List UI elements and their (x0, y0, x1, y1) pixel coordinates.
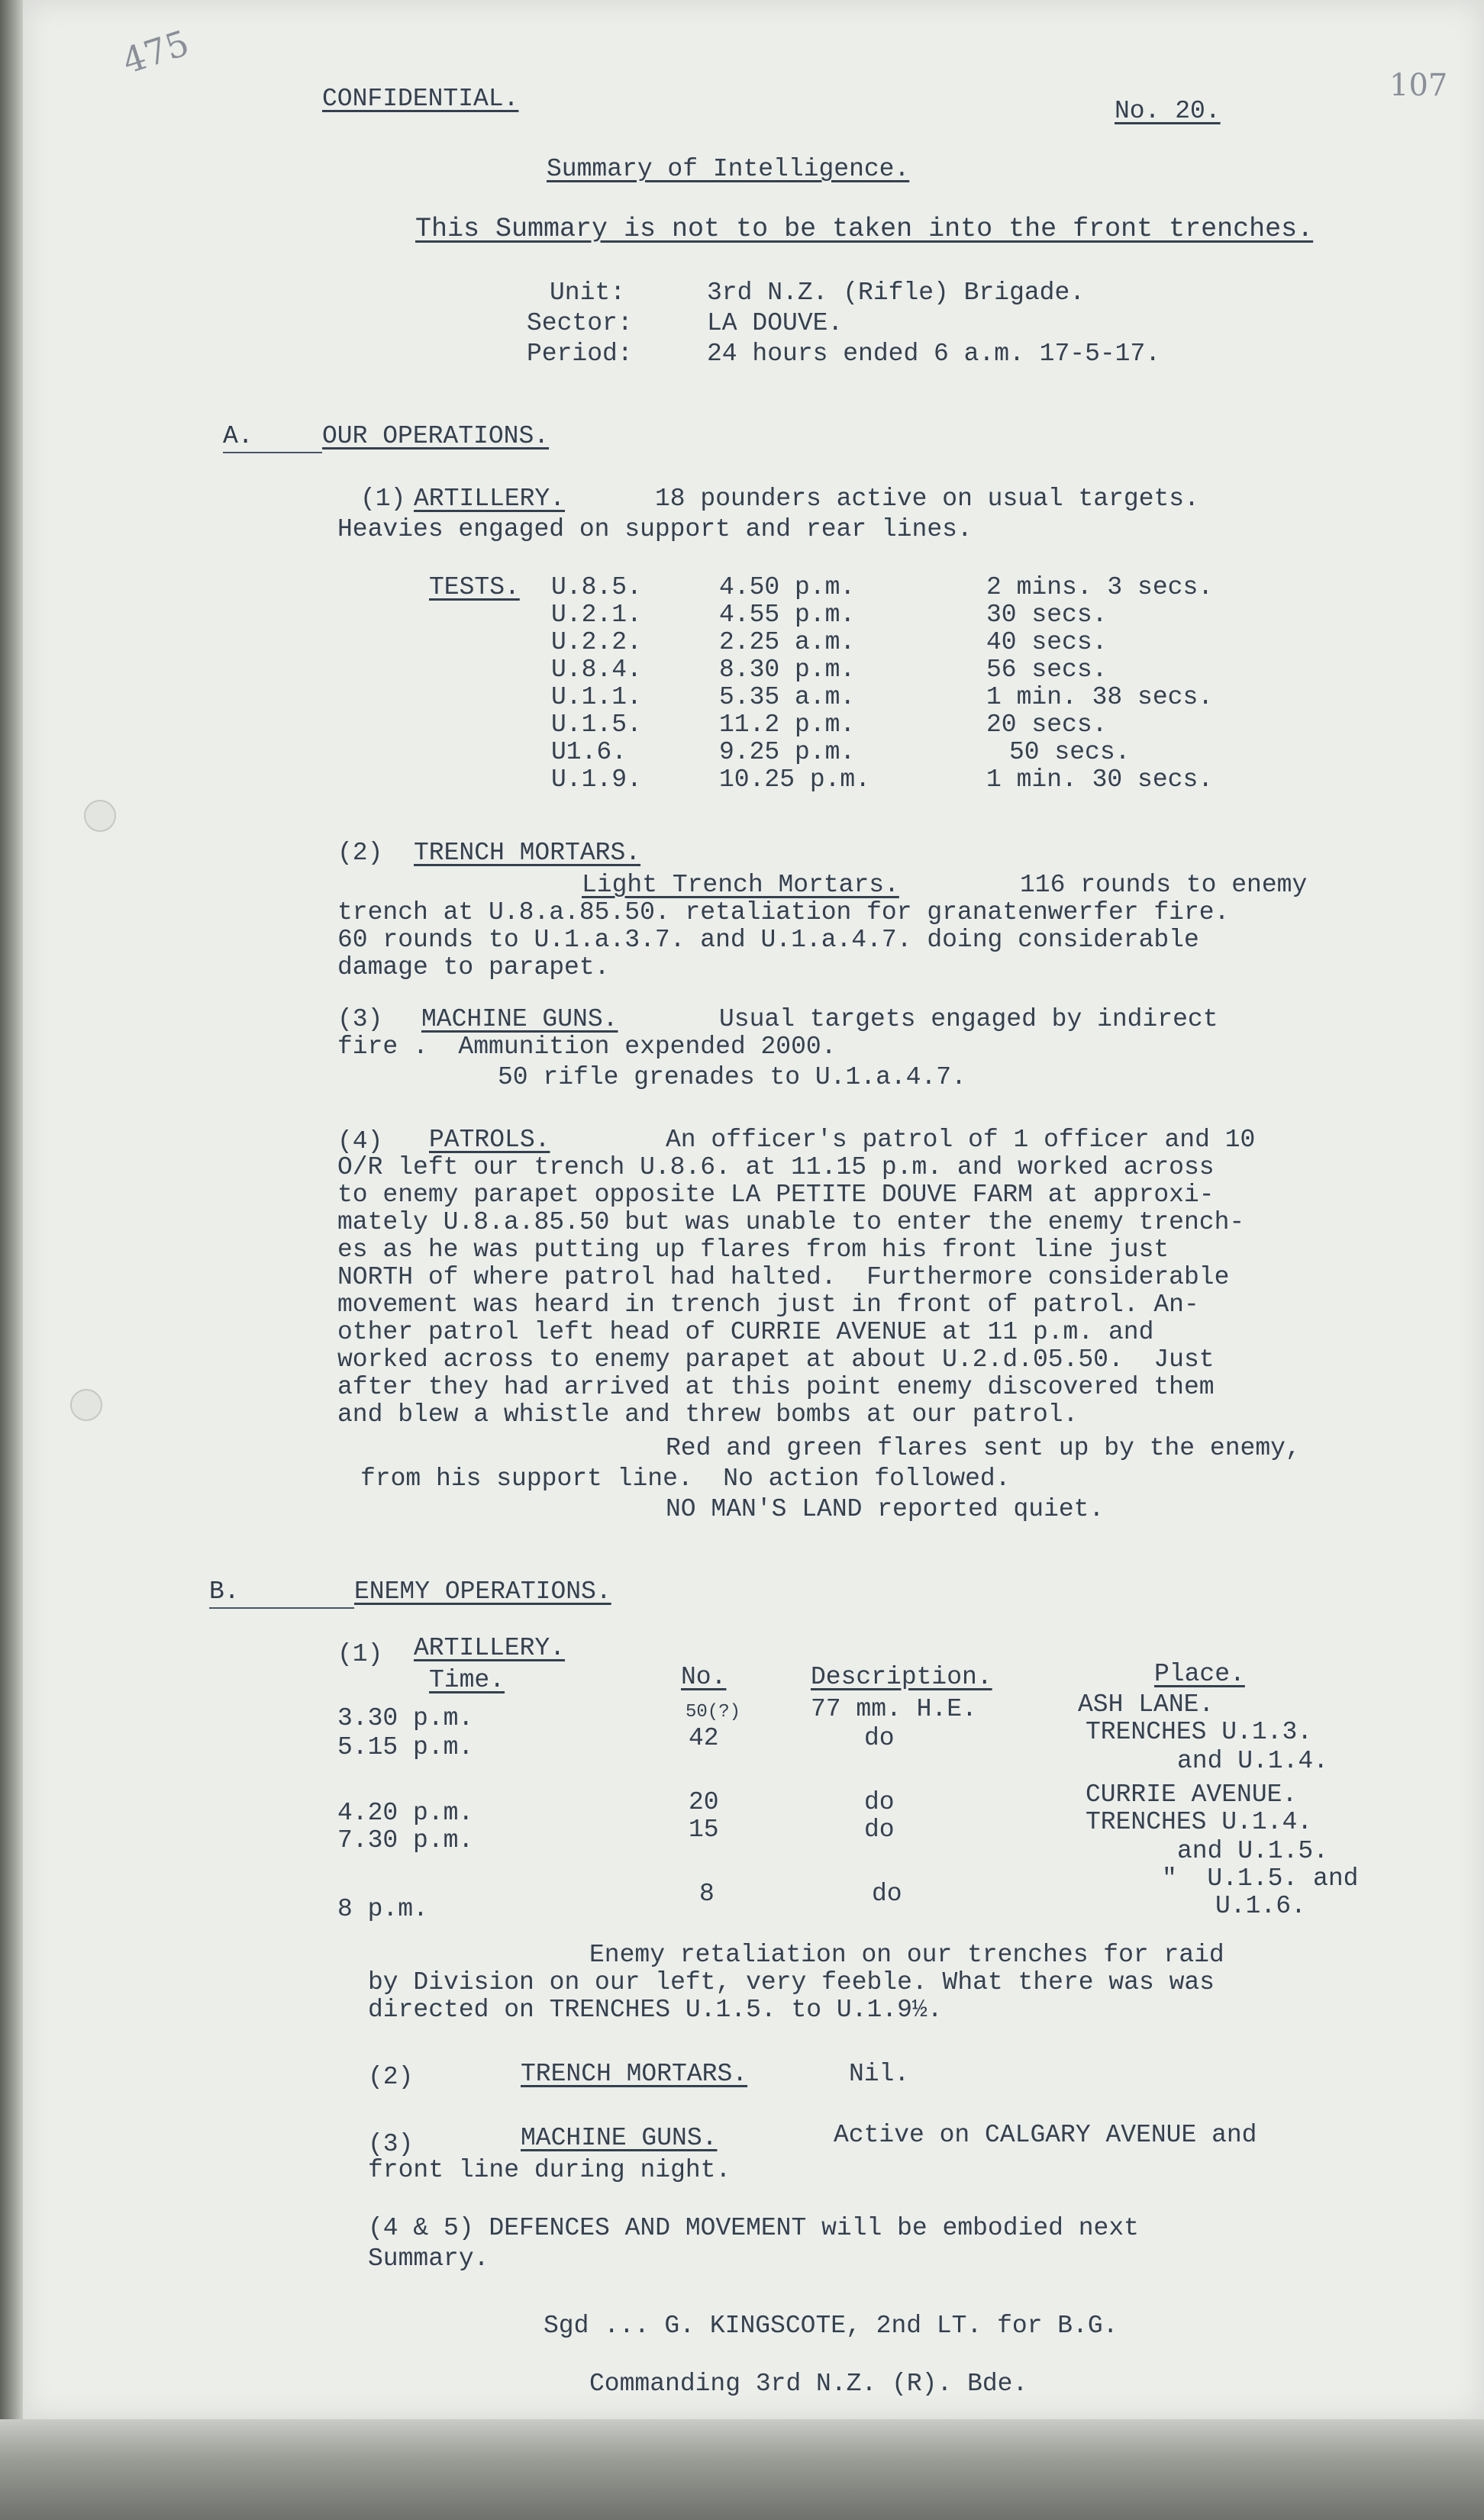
a-artillery-num: (1) (360, 485, 406, 513)
b-note-line3: directed on TRENCHES U.1.5. to U.1.9½. (368, 1996, 943, 2024)
b-row-no: 42 (689, 1724, 719, 1752)
b-artillery-num: (1) (337, 1640, 383, 1668)
a-trench-mortars-num: (2) (337, 839, 383, 867)
page-title: Summary of Intelligence. (547, 155, 910, 183)
a-patrols-heading: PATROLS. (429, 1126, 550, 1154)
b-defences-line1: (4 & 5) DEFENCES AND MOVEMENT will be embodied next (368, 2214, 1139, 2242)
a-patrols-flares: Red and green flares sent up by the enemy, (666, 1434, 1301, 1462)
b-col-desc: Description. (811, 1663, 992, 1691)
period-value: 24 hours ended 6 a.m. 17-5-17. (707, 340, 1161, 368)
b-tm-value: Nil. (849, 2060, 910, 2088)
tests-duration: 40 secs. (986, 628, 1108, 656)
a-artillery-heading: ARTILLERY. (414, 485, 566, 513)
b-artillery-heading: ARTILLERY. (414, 1634, 566, 1662)
b-row-place2: and U.1.5. (1177, 1837, 1329, 1865)
b-row-place: " U.1.5. and (1162, 1864, 1359, 1893)
a-ltm-line2: trench at U.8.a.85.50. retaliation for granatenwerfer fire. (337, 898, 1230, 926)
tests-ref: U1.6. (551, 738, 627, 766)
tests-ref: U.8.5. (551, 573, 642, 601)
b-row-time: 5.15 p.m. (337, 1733, 474, 1761)
b-col-no: No. (681, 1663, 727, 1691)
b-mg-heading: MACHINE GUNS. (521, 2124, 718, 2152)
a-mg-line2: fire . Ammunition expended 2000. (337, 1033, 837, 1061)
tests-duration: 30 secs. (986, 601, 1108, 629)
tests-time: 10.25 p.m. (719, 765, 871, 794)
a-mg-num: (3) (337, 1005, 383, 1033)
a-artillery-line1: 18 pounders active on usual targets. (655, 485, 1199, 513)
tests-ref: U.2.2. (551, 628, 642, 656)
b-row-time: 7.30 p.m. (337, 1826, 474, 1855)
a-trench-mortars-heading: TRENCH MORTARS. (414, 839, 641, 867)
tests-ref: U.1.5. (551, 711, 642, 739)
b-defences-line2: Summary. (368, 2244, 489, 2273)
tests-ref: U.1.1. (551, 683, 642, 711)
b-row-no: 20 (689, 1788, 719, 1816)
tests-time: 8.30 p.m. (719, 656, 856, 684)
unit-label: Unit: (550, 279, 626, 307)
section-a-rule (223, 452, 322, 453)
signature-line1: Sgd ... G. KINGSCOTE, 2nd LT. for B.G. (544, 2312, 1118, 2340)
a-patrols-quiet: NO MAN'S LAND reported quiet. (666, 1495, 1105, 1523)
tests-time: 4.50 p.m. (719, 573, 856, 601)
tests-duration: 1 min. 38 secs. (986, 683, 1214, 711)
a-artillery-line2: Heavies engaged on support and rear lines. (337, 515, 973, 543)
warning-line: This Summary is not to be taken into the front trenches. (415, 214, 1314, 244)
a-patrols-line: es as he was putting up flares from his front line just (337, 1236, 1169, 1264)
a-patrols-line: mately U.8.a.85.50 but was unable to enter the enemy trench- (337, 1208, 1245, 1236)
tests-ref: U.8.4. (551, 656, 642, 684)
b-col-time: Time. (429, 1666, 505, 1694)
b-row-desc: 77 mm. H.E. (811, 1695, 977, 1723)
b-row-place: TRENCHES U.1.3. (1086, 1718, 1313, 1746)
b-row-place2: and U.1.4. (1177, 1747, 1329, 1775)
tests-duration: 56 secs. (986, 656, 1108, 684)
b-row-place: CURRIE AVENUE. (1086, 1780, 1298, 1809)
b-mg-line2: front line during night. (368, 2156, 731, 2184)
a-patrols-line: to enemy parapet opposite LA PETITE DOUVE FARM at approxi- (337, 1181, 1215, 1209)
a-patrols-line1: An officer's patrol of 1 officer and 10 (666, 1126, 1256, 1154)
unit-value: 3rd N.Z. (Rifle) Brigade. (707, 279, 1086, 307)
b-note-line2: by Division on our left, very feeble. What there was was (368, 1968, 1215, 1996)
folio-pencil-number: 475 (117, 21, 195, 82)
tests-time: 11.2 p.m. (719, 711, 856, 739)
a-ltm-subheading: Light Trench Mortars. (582, 871, 899, 899)
tests-time: 9.25 p.m. (719, 738, 856, 766)
paper-stack-bottom (0, 2419, 1484, 2520)
a-ltm-line1: 116 rounds to enemy (1020, 871, 1308, 899)
tests-label: TESTS. (429, 573, 520, 601)
b-row-place2: U.1.6. (1215, 1892, 1306, 1920)
tests-ref: U.1.9. (551, 765, 642, 794)
sector-value: LA DOUVE. (707, 309, 844, 337)
section-b-letter: B. (209, 1577, 240, 1606)
tests-time: 2.25 a.m. (719, 628, 856, 656)
b-row-desc: do (864, 1724, 895, 1752)
section-a-heading: OUR OPERATIONS. (322, 422, 550, 450)
tests-time: 5.35 a.m. (719, 683, 856, 711)
b-mg-num: (3) (368, 2130, 414, 2158)
b-row-place: TRENCHES U.1.4. (1086, 1808, 1313, 1836)
a-patrols-line: NORTH of where patrol had halted. Furthermore considerable (337, 1263, 1230, 1291)
b-row-desc: do (872, 1880, 902, 1908)
a-patrols-line: movement was heard in trench just in front of patrol. An- (337, 1291, 1199, 1319)
a-patrols-line: worked across to enemy parapet at about U.2.d.05.50. Just (337, 1345, 1215, 1374)
b-note-line1: Enemy retaliation on our trenches for raid (589, 1941, 1224, 1969)
b-row-desc: do (864, 1788, 895, 1816)
section-b-heading: ENEMY OPERATIONS. (354, 1577, 611, 1606)
tests-duration: 2 mins. 3 secs. (986, 573, 1214, 601)
a-patrols-line: other patrol left head of CURRIE AVENUE at 11 p.m. and (337, 1318, 1154, 1346)
tests-duration: 1 min. 30 secs. (986, 765, 1214, 794)
document-page (23, 0, 1484, 2419)
b-row-no: 50(?) (686, 1702, 741, 1722)
section-b-rule (209, 1607, 354, 1609)
a-mg-line1: Usual targets engaged by indirect (719, 1005, 1218, 1033)
a-patrols-num: (4) (337, 1127, 383, 1155)
page-number: 107 (1389, 68, 1448, 103)
signature-line2: Commanding 3rd N.Z. (R). Bde. (589, 2370, 1028, 2398)
b-tm-heading: TRENCH MORTARS. (521, 2060, 748, 2088)
period-label: Period: (527, 340, 633, 368)
section-a-letter: A. (223, 422, 253, 450)
a-ltm-line4: damage to parapet. (337, 953, 610, 981)
a-patrols-flares2: from his support line. No action followed. (360, 1465, 1011, 1493)
punch-hole (70, 1389, 102, 1421)
tests-duration: 20 secs. (986, 711, 1108, 739)
tests-duration: 50 secs. (1009, 738, 1131, 766)
paper-stack-edge (0, 0, 23, 2520)
punch-hole (84, 800, 116, 832)
a-mg-heading: MACHINE GUNS. (421, 1005, 618, 1033)
a-patrols-line: O/R left our trench U.8.6. at 11.15 p.m. and worked across (337, 1153, 1215, 1181)
a-patrols-line: after they had arrived at this point enemy discovered them (337, 1373, 1215, 1401)
b-row-time: 8 p.m. (337, 1895, 428, 1923)
sector-label: Sector: (527, 309, 633, 337)
classification: CONFIDENTIAL. (322, 85, 519, 113)
tests-time: 4.55 p.m. (719, 601, 856, 629)
tests-ref: U.2.1. (551, 601, 642, 629)
a-patrols-line: and blew a whistle and threw bombs at our patrol. (337, 1400, 1079, 1429)
b-row-desc: do (864, 1816, 895, 1844)
b-row-no: 15 (689, 1816, 719, 1844)
b-mg-line1: Active on CALGARY AVENUE and (834, 2121, 1257, 2149)
a-ltm-line3: 60 rounds to U.1.a.3.7. and U.1.a.4.7. doing considerable (337, 926, 1199, 954)
a-mg-line3: 50 rifle grenades to U.1.a.4.7. (498, 1063, 966, 1091)
b-row-time: 4.20 p.m. (337, 1799, 474, 1827)
document-number: No. 20. (1115, 97, 1221, 125)
b-row-place: ASH LANE. (1078, 1690, 1215, 1719)
b-row-time: 3.30 p.m. (337, 1704, 474, 1732)
b-tm-num: (2) (368, 2063, 414, 2091)
b-col-place: Place. (1154, 1660, 1245, 1688)
b-row-no: 8 (699, 1880, 715, 1908)
